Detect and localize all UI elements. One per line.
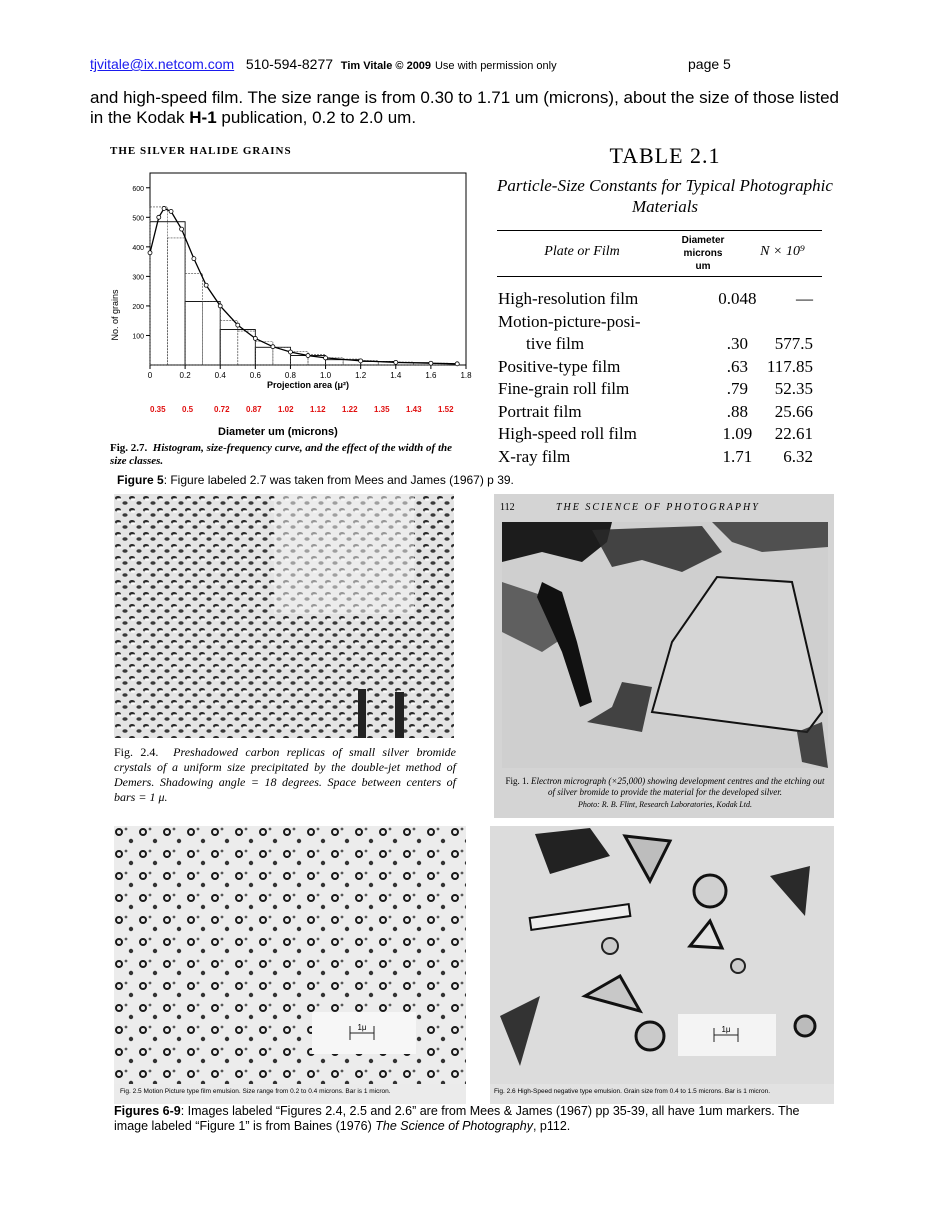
table21-row — [498, 333, 813, 356]
histogram-bar-narrow — [150, 207, 168, 365]
table21-cell-name: Motion-picture-posi- — [498, 311, 641, 331]
fig24-caption — [114, 745, 456, 805]
fig27-xlabel: Projection area (μ²) — [266, 380, 350, 390]
table21-cell-diameter: .79 — [726, 379, 748, 399]
x-tick-label: 0.4 — [214, 371, 226, 380]
table21-col2-header — [668, 234, 738, 273]
x-tick-label: 0 — [147, 371, 153, 380]
histogram-bar-narrow — [220, 321, 238, 365]
email-link[interactable]: tjvitale@ix.netcom.com — [90, 56, 235, 72]
curve-point — [169, 209, 173, 213]
diameter-tick-label: 1.12 — [310, 405, 326, 414]
fig27-header: THE SILVER HALIDE GRAINS — [110, 145, 292, 157]
x-tick-label: 1.0 — [319, 371, 332, 380]
fig26-micrograph — [490, 826, 834, 1104]
figure5-label: Figure 5 — [117, 473, 164, 487]
fig1-page-number: 112 — [500, 502, 515, 513]
table21-cell-name: High-speed roll film — [498, 424, 637, 444]
table21-cell-n: 52.35 — [774, 379, 813, 399]
table21-row — [498, 446, 813, 469]
histogram-bar-narrow — [168, 238, 186, 365]
fig1-credit: Photo: R. B. Flint, Research Laboratories, Kodak Ltd. — [578, 800, 752, 809]
fig24-caption-label: Fig. 2.4. — [114, 745, 159, 759]
curve-point — [236, 323, 240, 327]
fig26-caption: Fig. 2.6 High-Speed negative type emulsion. Grain size from 0.4 to 1.5 microns. Bar is 1 micron. — [494, 1088, 771, 1095]
table21-col2-line1: Diameter — [681, 235, 725, 246]
y-tick-label: 600 — [132, 185, 144, 193]
table21-row — [498, 401, 813, 424]
diameter-tick-label: 1.52 — [438, 405, 454, 414]
fig25-micrograph — [114, 826, 466, 1104]
table21-cell-diameter: .63 — [726, 356, 748, 376]
fig27-caption-text: Histogram, size-frequency curve, and the effect of the width of the size classes. — [110, 442, 452, 467]
fig25-image — [114, 826, 466, 1084]
curve-point — [148, 251, 152, 255]
table21-body — [498, 288, 813, 468]
table21-subtitle-2: Materials — [631, 197, 699, 216]
curve-point — [218, 304, 222, 308]
table21-cell-n: 577.5 — [774, 334, 813, 354]
fig27-ylabel: No. of grains — [110, 289, 120, 341]
y-tick-label: 300 — [132, 274, 144, 282]
intro-bold: H-1 — [189, 108, 217, 127]
fig24-caption-text: Preshadowed carbon replicas of small silver bromide crystals of a uniform size precipitated by the double-jet method of Demers. Shadowing angle = 18 degrees. Space between centers of bars = 1 μ. — [114, 745, 457, 804]
figures69-caption — [114, 1104, 834, 1134]
curve-point — [324, 356, 328, 360]
intro-text-a: and high-speed film. The size range is from 0.30 to 1.71 um (microns), about the size of those listed in the Kodak — [90, 88, 840, 127]
diameter-tick-label: 1.43 — [406, 405, 422, 414]
fig27-chart — [108, 165, 478, 410]
x-tick-label: 1.8 — [460, 371, 472, 380]
page-header — [90, 56, 557, 72]
diameter-label: Diameter um (microns) — [218, 426, 338, 438]
x-tick-label: 0.6 — [249, 371, 261, 380]
table21-col1-header: Plate or Film — [544, 244, 620, 259]
y-tick-label: 400 — [132, 244, 144, 252]
frequency-curve — [150, 208, 457, 363]
y-tick-label: 200 — [132, 303, 144, 311]
fig1-caption-label: Fig. 1. — [505, 776, 529, 786]
x-tick-label: 1.4 — [390, 371, 402, 380]
y-tick-label: 500 — [132, 215, 144, 223]
curve-point — [253, 336, 257, 340]
curve-point — [306, 354, 310, 358]
table21-col2-line3: um — [695, 261, 711, 272]
table21-title: TABLE 2.1 — [609, 143, 721, 168]
figure5-text: : Figure labeled 2.7 was taken from Mees and James (1967) p 39. — [163, 473, 514, 487]
curve-point — [288, 350, 292, 354]
curve-point — [180, 227, 184, 231]
curve-point — [157, 215, 161, 219]
table21-cell-n — [767, 311, 813, 334]
table21-cell-diameter: 1.71 — [722, 446, 753, 466]
x-tick-label: 0.8 — [284, 371, 297, 380]
figure5-caption — [117, 473, 514, 488]
fig25-scale-label: 1μ — [357, 1023, 367, 1032]
table21-row — [498, 423, 813, 446]
table21-cell-n: 6.32 — [783, 446, 813, 466]
curve-point — [192, 257, 196, 261]
fig1-page — [494, 494, 834, 818]
fig1-caption-text: Electron micrograph (×25,000) showing development centres and the etching out of silver bromide to provide the material for the developed silver. — [531, 776, 825, 797]
table21-cell-name: Portrait film — [498, 401, 582, 421]
table21-row — [498, 378, 813, 401]
copyright: Tim Vitale © 2009 — [340, 60, 432, 72]
table21-cell-name: X-ray film — [498, 446, 571, 466]
table21-subtitle — [480, 175, 850, 217]
figures69-book-title: The Science of Photography — [375, 1119, 533, 1133]
figures69-text-b: , p112. — [532, 1119, 571, 1133]
fig25-caption: Fig. 2.5 Motion Picture type film emulsion. Size range from 0.2 to 0.4 microns. Bar is 1 micron. — [120, 1088, 391, 1095]
table21-cell-n: 117.85 — [766, 356, 813, 376]
fig26-image — [490, 826, 834, 1084]
figures69-text-a: : Images labeled “Figures 2.4, 2.5 and 2.6” are from Mees & James (1967) pp 35-39, all have 1um markers. The image labeled “Figure 1” is from Baines (1976) — [114, 1104, 800, 1133]
curve-point — [394, 360, 398, 364]
table21-cell-n: — — [796, 289, 813, 309]
figures69-label: Figures 6-9 — [114, 1104, 181, 1118]
fig1-caption — [504, 776, 826, 798]
curve-point — [162, 206, 166, 210]
table21-cell-diameter: .88 — [726, 401, 748, 421]
phone: 510-594-8277 — [245, 56, 334, 72]
fig26-scale-label: 1μ — [721, 1025, 731, 1034]
permission-note: Use with permission only — [434, 60, 557, 72]
curve-point — [429, 361, 433, 365]
table21-cell-name: Fine-grain roll film — [498, 379, 630, 399]
curve-point — [271, 345, 275, 349]
table21-col2-line2: microns — [683, 248, 723, 259]
table21-cell-name: tive film — [526, 334, 585, 354]
table21-cell-diameter: .30 — [726, 334, 748, 354]
histogram-bar-narrow — [185, 273, 203, 365]
table21-row — [498, 311, 813, 334]
fig1-running-head: THE SCIENCE OF PHOTOGRAPHY — [556, 502, 760, 513]
histogram-bar-narrow — [203, 301, 221, 365]
x-tick-label: 1.6 — [425, 371, 437, 380]
table21-cell-diameter — [708, 311, 767, 334]
diameter-tick-label: 1.22 — [342, 405, 358, 414]
table21-cell-name: Positive-type film — [498, 356, 621, 376]
curve-point — [455, 362, 459, 366]
table21-cell-diameter: 1.09 — [722, 424, 753, 444]
plot-frame — [150, 173, 466, 365]
fig27-caption — [110, 442, 470, 468]
y-tick-label: 100 — [132, 333, 144, 341]
fig1-micrograph — [502, 522, 828, 768]
diameter-tick-label: 0.35 — [150, 405, 166, 414]
diameter-tick-label: 0.87 — [246, 405, 262, 414]
diameter-tick-label: 1.02 — [278, 405, 294, 414]
curve-point — [204, 283, 208, 287]
curve-point — [359, 359, 363, 363]
diameter-tick-label: 0.72 — [214, 405, 230, 414]
diameter-tick-label: 0.5 — [182, 405, 194, 414]
table21-cell-n: 25.66 — [774, 401, 813, 421]
x-tick-label: 0.2 — [179, 371, 191, 380]
diameter-tick-row — [150, 405, 480, 419]
fig24-image — [114, 494, 454, 738]
intro-text-b: publication, 0.2 to 2.0 um. — [216, 108, 417, 127]
table21-top-rule — [497, 230, 822, 231]
table21-cell-n: 22.61 — [774, 424, 813, 444]
table21-col3-header: N × 10⁹ — [760, 244, 805, 259]
table21-header-rule — [497, 276, 822, 277]
diameter-tick-label: 1.35 — [374, 405, 390, 414]
fig27-caption-label: Fig. 2.7. — [110, 442, 148, 454]
page-number: page 5 — [688, 56, 731, 72]
table21-row — [498, 288, 813, 311]
table21-subtitle-1: Particle-Size Constants for Typical Photographic — [497, 176, 833, 195]
table21-row — [498, 356, 813, 379]
table21-cell-name: High-resolution film — [498, 289, 639, 309]
intro-paragraph — [90, 88, 850, 128]
fig24-micrograph — [114, 494, 454, 738]
x-tick-label: 1.2 — [355, 371, 367, 380]
table21-cell-diameter: 0.048 — [718, 289, 757, 309]
